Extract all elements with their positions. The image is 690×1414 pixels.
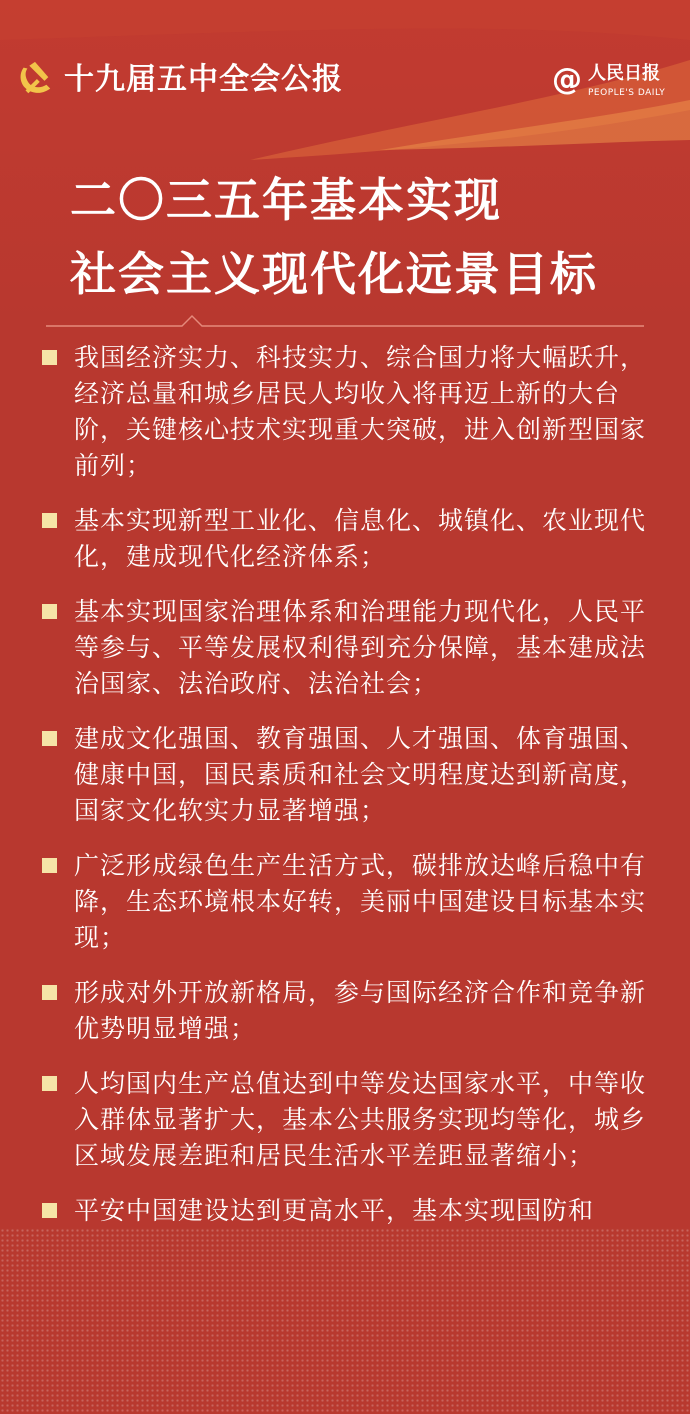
list-item [40, 975, 660, 1047]
peoples-daily-logo [552, 60, 672, 104]
list-item [40, 340, 660, 484]
list-item-text: 人均国内生产总值达到中等发达国家水平，中等收入群体显著扩大，基本公共服务实现均等化，城乡区域发展差距和居民生活水平差距显著缩小； [74, 1069, 647, 1170]
header-title: 十九届五中全会公报 [64, 62, 343, 97]
square-bullet-icon [42, 513, 57, 528]
list-item-text: 广泛形成绿色生产生活方式，碳排放达峰后稳中有降，生态环境根本好转，美丽中国建设目标基本实现； [74, 851, 647, 952]
page-title-line-1: 二〇三五年基本实现 [70, 173, 502, 227]
logo-name-cn: 人民日报 [588, 63, 660, 84]
square-bullet-icon [42, 1076, 57, 1091]
list-item-text: 基本实现新型工业化、信息化、城镇化、农业现代化，建成现代化经济体系； [74, 506, 647, 571]
square-bullet-icon [42, 604, 57, 619]
list-item [40, 848, 660, 956]
square-bullet-icon [42, 985, 57, 1000]
list-item [40, 594, 660, 702]
list-item-text: 形成对外开放新格局，参与国际经济合作和竞争新优势明显增强； [74, 978, 647, 1043]
list-item-text: 基本实现国家治理体系和治理能力现代化，人民平等参与、平等发展权利得到充分保障，基本建成法治国家、法治政府、法治社会； [74, 597, 647, 698]
logo-name-en: PEOPLE'S DAILY [588, 88, 666, 98]
list-item-text: 建成文化强国、教育强国、人才强国、体育强国、健康中国，国民素质和社会文明程度达到新高度，国家文化软实力显著增强； [74, 724, 647, 825]
square-bullet-icon [42, 858, 57, 873]
list-item [40, 503, 660, 575]
at-icon: @ [552, 62, 582, 97]
goals-list [40, 340, 660, 1248]
square-bullet-icon [42, 731, 57, 746]
party-emblem-icon [16, 60, 54, 98]
dotted-texture-band [0, 1228, 690, 1414]
list-item [40, 1193, 660, 1229]
square-bullet-icon [42, 1203, 57, 1218]
list-item-text: 平安中国建设达到更高水平，基本实现国防和 [74, 1196, 595, 1225]
list-item [40, 1066, 660, 1174]
page-title-line-2: 社会主义现代化远景目标 [70, 247, 598, 301]
list-item [40, 721, 660, 829]
title-divider [46, 312, 644, 332]
square-bullet-icon [42, 350, 57, 365]
list-item-text: 我国经济实力、科技实力、综合国力将大幅跃升，经济总量和城乡居民人均收入将再迈上新的大台阶，关键核心技术实现重大突破，进入创新型国家前列； [74, 343, 647, 480]
